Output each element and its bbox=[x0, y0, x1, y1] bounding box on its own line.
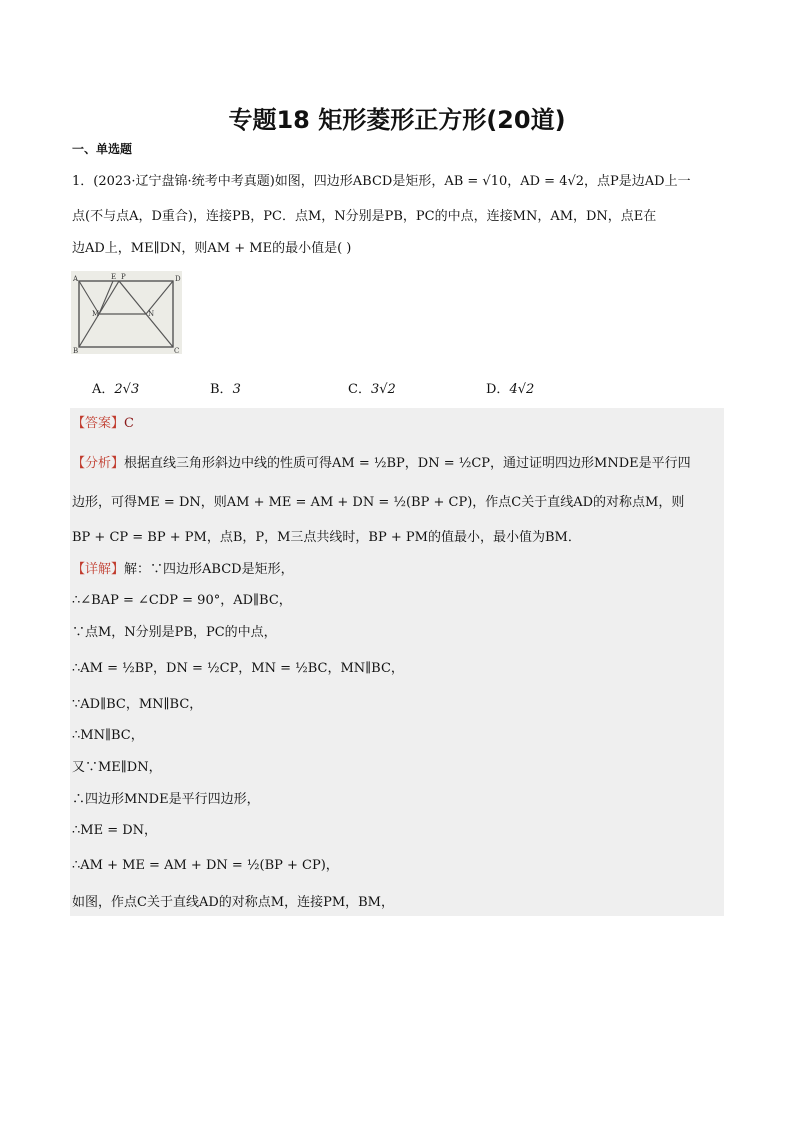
geometry-figure bbox=[71, 271, 182, 354]
figure-label: D bbox=[175, 275, 181, 283]
answer-tag: 【答案】 bbox=[72, 416, 125, 431]
choice-d-label: D． bbox=[486, 382, 510, 397]
choice-d[interactable] bbox=[486, 378, 534, 397]
detail-line-8: ∴四边形MNDE是平行四边形， bbox=[72, 792, 260, 807]
detail-line-11: 如图，作点C关于直线AD的对称点M，连接PM，BM， bbox=[72, 895, 394, 910]
choice-a-label: A． bbox=[92, 382, 115, 397]
figure-label: M bbox=[92, 310, 100, 318]
question-line-2: 点(不与点A，D重合)，连接PB，PC．点M，N分别是PB，PC的中点，连接MN，AM，DN，点E在 bbox=[72, 209, 657, 224]
analysis-text-1: 根据直线三角形斜边中线的性质可得AM = ½BP，DN = ½CP，通过证明四边形MNDE是平行四 bbox=[124, 456, 691, 471]
figure-label: A bbox=[73, 275, 79, 283]
detail-line-10: ∴AM + ME = AM + DN = ½(BP + CP)， bbox=[72, 858, 339, 873]
choice-b[interactable] bbox=[210, 378, 241, 397]
question-line-1: 1．(2023·辽宁盘锦·统考中考真题)如图，四边形ABCD是矩形，AB = √10，AD = 4√2，点P是边AD上一 bbox=[72, 174, 691, 189]
figure-label: E bbox=[111, 273, 117, 281]
choice-a-value: 2√3 bbox=[114, 382, 140, 397]
detail-tag: 【详解】 bbox=[72, 562, 125, 577]
answer-line bbox=[72, 415, 134, 433]
choice-d-value: 4√2 bbox=[509, 382, 535, 397]
detail-line-3: ∵点M，N分别是PB，PC的中点， bbox=[72, 625, 277, 640]
figure-label: P bbox=[121, 273, 126, 281]
analysis-line-1 bbox=[72, 455, 691, 473]
answer-value: C bbox=[124, 416, 134, 431]
detail-line-5: ∵AD∥BC，MN∥BC， bbox=[72, 697, 203, 712]
question-line-3: 边AD上，ME∥DN，则AM + ME的最小值是( ) bbox=[72, 241, 352, 256]
detail-line-6: ∴MN∥BC， bbox=[72, 728, 144, 743]
detail-line-1 bbox=[72, 561, 294, 579]
figure-background bbox=[71, 271, 182, 354]
detail-text-1: 解：∵四边形ABCD是矩形， bbox=[124, 562, 294, 577]
choice-a[interactable] bbox=[92, 378, 139, 397]
analysis-line-3: BP + CP = BP + PM，点B，P，M三点共线时，BP + PM的值最小，最小值为BM． bbox=[72, 530, 581, 545]
section-heading: 一、单选题 bbox=[72, 142, 133, 156]
analysis-tag: 【分析】 bbox=[72, 456, 125, 471]
choice-c-value: 3√2 bbox=[370, 382, 396, 397]
detail-line-7: 又∵ME∥DN， bbox=[72, 760, 162, 775]
detail-line-4: ∴AM = ½BP，DN = ½CP，MN = ½BC，MN∥BC， bbox=[72, 661, 404, 676]
figure-label: B bbox=[73, 347, 79, 354]
figure-label: N bbox=[148, 310, 155, 318]
page-title: 专题18 矩形菱形正方形(20道) bbox=[228, 106, 566, 134]
choice-b-label: B． bbox=[210, 382, 233, 397]
choice-b-value: 3 bbox=[232, 382, 241, 397]
detail-line-9: ∴ME = DN， bbox=[72, 823, 158, 838]
choice-c-label: C． bbox=[348, 382, 371, 397]
figure-label: C bbox=[174, 347, 180, 354]
choice-c[interactable] bbox=[348, 378, 396, 397]
detail-line-2: ∴∠BAP = ∠CDP = 90°，AD∥BC， bbox=[72, 593, 292, 608]
analysis-line-2: 边形，可得ME = DN，则AM + ME = AM + DN = ½(BP + CP)，作点C关于直线AD的对称点M，则 bbox=[72, 495, 685, 510]
